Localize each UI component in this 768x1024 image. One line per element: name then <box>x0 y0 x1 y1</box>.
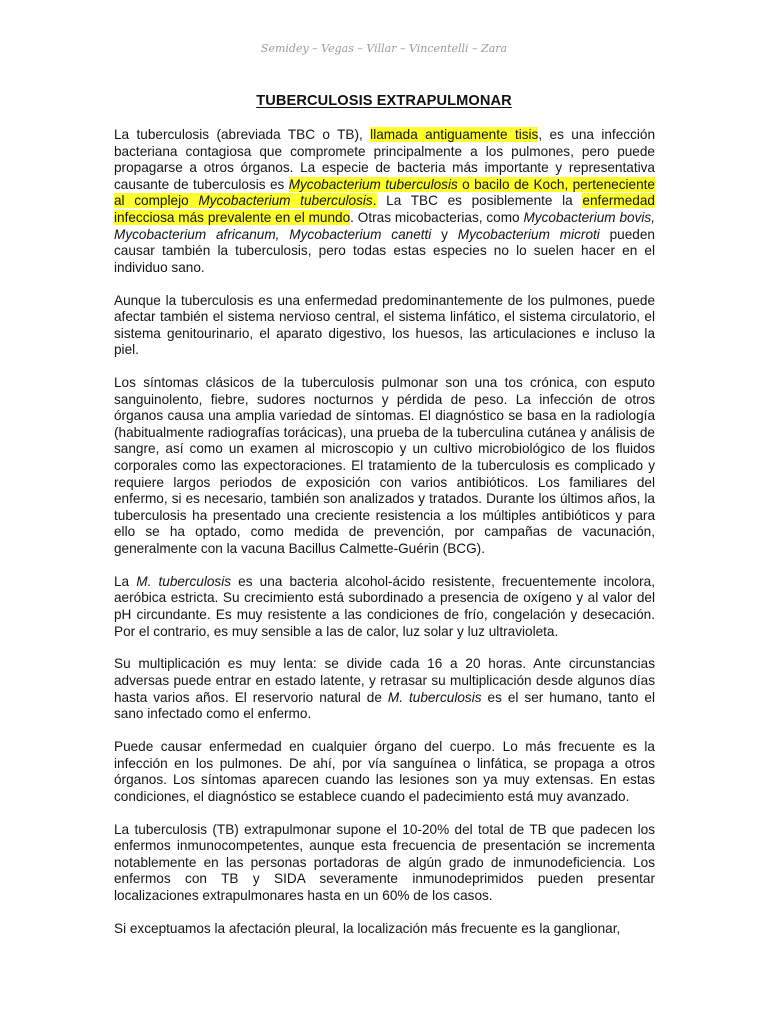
document-title: TUBERCULOSIS EXTRAPULMONAR <box>256 93 512 109</box>
paragraph-1 <box>114 127 655 276</box>
text-run: . Otras micobacterias, como <box>350 209 524 225</box>
document-body <box>114 127 655 953</box>
text-run: pueden causar también la tuberculosis, pero todas estas especies no lo suelen hacer en el individuo sano. <box>114 226 655 275</box>
paragraph-2: Aunque la tuberculosis es una enfermedad predominantemente de los pulmones, puede afectar también el sistema nervioso central, el sistema linfático, el sistema circulatorio, el sistema genitourinario, el aparato digestivo, los huesos, las articulaciones e incluso la piel. <box>114 292 655 358</box>
text-run: La TBC es posiblemente la <box>376 193 583 209</box>
running-header: Semidey – Vegas – Villar – Vincentelli – Zara <box>260 42 508 55</box>
italic-species-name: M. tuberculosis <box>387 689 482 705</box>
paragraph-5 <box>114 656 655 722</box>
italic-species-name: Mycobacterium microti <box>457 226 600 242</box>
text-run: es una bacteria alcohol-ácido resistente, frecuentemente incolora, aeróbica estricta. Su crecimiento está subordinado a presencia de oxígeno y al valor del pH circundante. Es muy resistente a las condiciones de frío, congelación y desecación. Por el contrario, es muy sensible a las de calor, luz solar y luz ultravioleta. <box>114 573 655 639</box>
paragraph-3: Los síntomas clásicos de la tuberculosis pulmonar son una tos crónica, con esputo sanguinolento, fiebre, sudores nocturnos y pérdida de peso. La infección de otros órganos causa una amplia variedad de síntomas. El diagnóstico se basa en la radiología (habitualmente radiografías torácicas), una prueba de la tuberculina cutánea y análisis de sangre, así como un examen al microscopio y un cultivo microbiológico de los fluidos corporales como las expectoraciones. El tratamiento de la tuberculosis es complicado y requiere largos periodos de exposición con varios antibióticos. Los familiares del enfermo, si es necesario, también son analizados y tratados. Durante los últimos años, la tuberculosis ha presentado una creciente resistencia a los múltiples antibióticos y para ello se ha optado, como medida de prevención, por campañas de vacunación, generalmente con la vacuna Bacillus Calmette-Guérin (BCG). <box>114 375 655 557</box>
italic-species-name: Mycobacterium tuberculosis <box>198 193 373 209</box>
text-run: . <box>372 193 377 209</box>
highlighted-text: llamada antiguamente tisis <box>370 127 539 142</box>
text-run: o bacilo de Koch, perteneciente al complejo <box>114 176 655 209</box>
italic-species-name: Mycobacterium tuberculosis <box>288 176 458 192</box>
text-run: La <box>114 573 137 589</box>
paragraph-8: Si exceptuamos la afectación pleural, la localización más frecuente es la ganglionar, <box>114 920 621 936</box>
text-run: Su multiplicación es muy lenta: se divide cada 16 a 20 horas. Ante circunstancias adversas puede entrar en estado latente, y retrasar su multiplicación desde algunos días hasta varios años. El reservorio natural de <box>114 656 655 705</box>
highlighted-text: enfermedad infecciosa más prevalente en el mundo <box>114 193 655 225</box>
paragraph-6: Puede causar enfermedad en cualquier órgano del cuerpo. Lo más frecuente es la infección en los pulmones. De ahí, por vía sanguínea o linfática, se propaga a otros órganos. Los síntomas aparecen cuando las lesiones son ya muy extensas. En estas condiciones, el diagnóstico se establece cuando el padecimiento está muy avanzado. <box>114 738 655 804</box>
text-run: , es una infección bacteriana contagiosa que compromete principalmente a los pulmones, pero puede propagarse a otros órganos. La especie de bacteria más importante y representativa causante de tuberculosis es <box>114 127 656 192</box>
paragraph-4 <box>114 574 655 640</box>
text-run: La tuberculosis (abreviada TBC o TB), <box>114 127 371 142</box>
paragraph-7: La tuberculosis (TB) extrapulmonar supone el 10-20% del total de TB que padecen los enfermos inmunocompetentes, aunque esta frecuencia de presentación se incrementa notablemente en las personas portadoras de algún grado de inmunodeficiencia. Los enfermos con TB y SIDA severamente inmunodeprimidos pueden presentar localizaciones extrapulmonares hasta en un 60% de los casos. <box>114 821 655 903</box>
italic-species-list: Mycobacterium bovis, Mycobacterium africanum, Mycobacterium canetti <box>114 209 655 242</box>
italic-species-name: M. tuberculosis <box>136 573 232 589</box>
text-run: es el ser humano, tanto el sano infectado como el enfermo. <box>114 689 655 722</box>
text-run: y <box>431 226 458 242</box>
